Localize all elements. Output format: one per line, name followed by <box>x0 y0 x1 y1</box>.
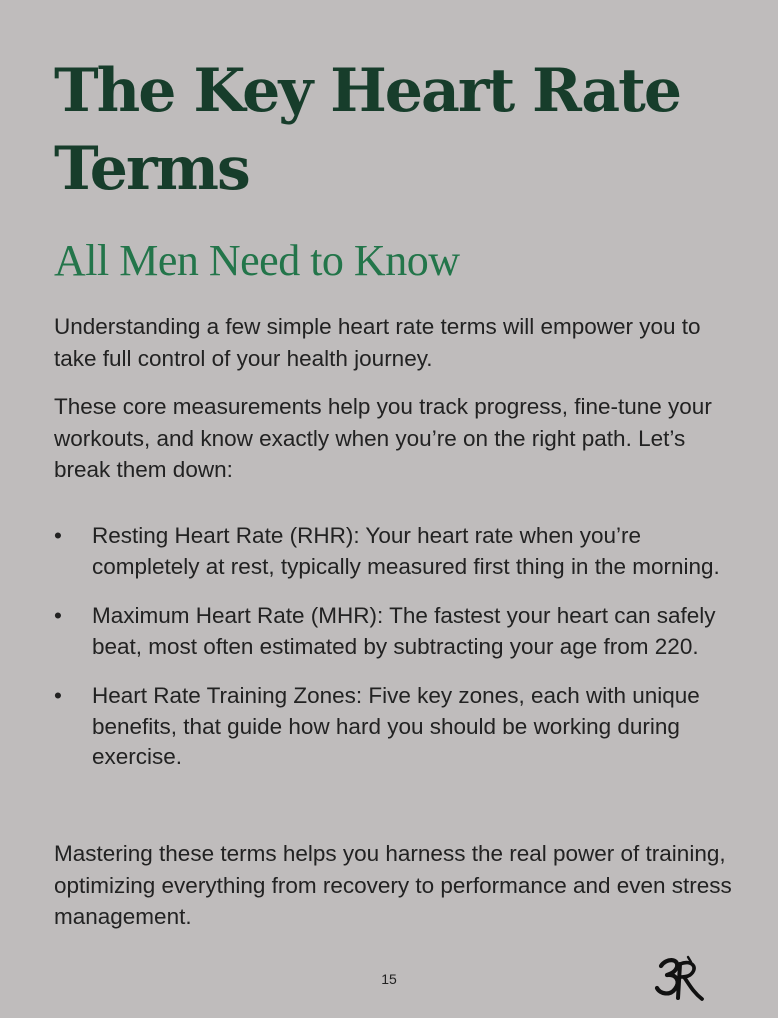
bullet-marker: • <box>54 683 62 708</box>
measurements-paragraph: These core measurements help you track progress, fine-tune your workouts, and know exactly when you’re on the right path. Let’s break them down: <box>54 394 712 482</box>
3r-monogram-logo-icon <box>654 954 706 1004</box>
terms-list <box>54 521 744 792</box>
list-item-text: Heart Rate Training Zones: Five key zones, each with unique benefits, that guide how hard you should be working during exercise. <box>92 683 700 769</box>
list-item <box>54 521 744 582</box>
bullet-marker: • <box>54 523 62 548</box>
closing-paragraph: Mastering these terms helps you harness the real power of training, optimizing everything from recovery to performance and even stress management. <box>54 841 732 929</box>
page-number: 15 <box>381 971 397 987</box>
list-item-text: Maximum Heart Rate (MHR): The fastest your heart can safely beat, most often estimated by subtracting your age from 220. <box>92 603 716 659</box>
page-subtitle: All Men Need to Know <box>54 236 460 285</box>
list-item <box>54 601 744 662</box>
page-title: The Key Heart Rate Terms <box>54 56 681 204</box>
intro-paragraph: Understanding a few simple heart rate terms will empower you to take full control of your health journey. <box>54 314 701 371</box>
bullet-marker: • <box>54 603 62 628</box>
list-item-text: Resting Heart Rate (RHR): Your heart rate when you’re completely at rest, typically measured first thing in the morning. <box>92 523 720 579</box>
list-item <box>54 681 744 773</box>
